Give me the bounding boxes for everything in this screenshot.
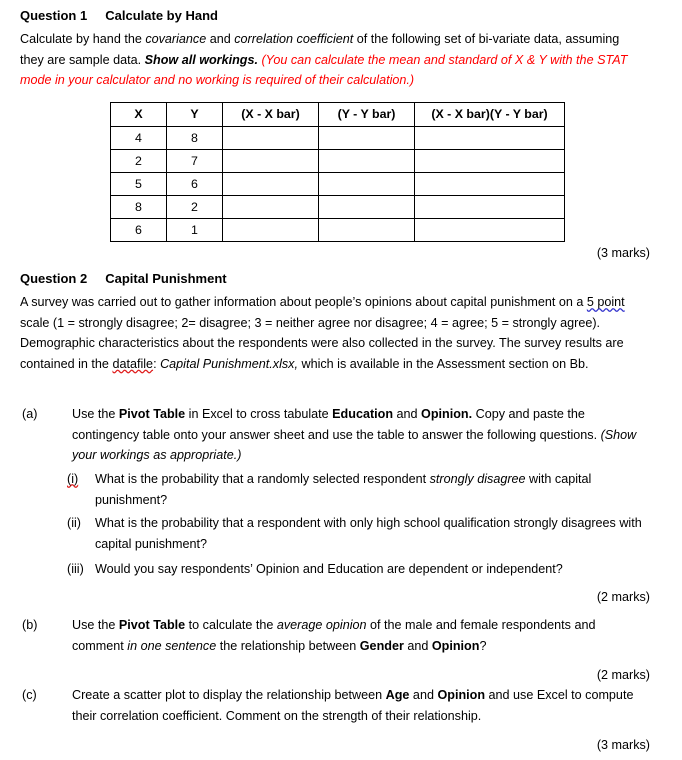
question-1-intro-paragraph <box>20 29 646 91</box>
question-1-heading <box>20 6 218 27</box>
question-1-number: Question 1 <box>20 8 88 23</box>
subitem-ii-label: (ii) <box>67 516 81 530</box>
part-b-label: (b) <box>22 618 38 632</box>
table-header-x-deviation: (X - X bar) <box>223 103 319 127</box>
q2-intro-text-3: : <box>153 356 161 371</box>
question-2-intro-paragraph <box>20 292 650 374</box>
subitem-i-label-text: (i) <box>67 472 79 486</box>
table-header-y-deviation: (Y - Y bar) <box>319 103 415 127</box>
cell-x-deviation[interactable] <box>223 150 319 173</box>
part-b-italic-average-opinion: average opinion <box>276 618 367 632</box>
part-b-text-1: Use the <box>72 618 119 632</box>
part-b-text-5: and <box>403 638 432 653</box>
cell-product[interactable] <box>415 219 565 242</box>
cell-x: 5 <box>111 173 167 196</box>
part-a-text-4: Copy and paste the contingency table onto your answer sheet and use the table to answer the following questions. <box>72 407 601 442</box>
subitem-iii-text: Would you say respondents’ Opinion and Education are dependent or independent? <box>95 562 563 576</box>
table-header-x: X <box>111 103 167 127</box>
cell-x: 8 <box>111 196 167 219</box>
part-b-text <box>72 615 650 656</box>
cell-x-deviation[interactable] <box>223 196 319 219</box>
cell-y-deviation[interactable] <box>319 219 415 242</box>
q1-intro-red-note: (You can calculate the mean and standard of X & Y with the STAT mode in your calculator and no working is required of their calculation.) <box>20 52 628 88</box>
part-c-text-1: Create a scatter plot to display the relationship between <box>72 688 386 702</box>
part-a-italic-tail: (Show your workings as appropriate.) <box>72 427 637 463</box>
cell-x: 2 <box>111 150 167 173</box>
q1-intro-text-3: of the following set of bi-variate data, assuming they are sample data. <box>20 32 620 67</box>
cell-x: 6 <box>111 219 167 242</box>
q2-intro-text-2: scale (1 = strongly disagree; 2= disagree; 3 = neither agree nor disagree; 4 = agree; 5 = strongly agree). Demographic characteristics about the respondents were also collected in the survey. The survey results are contained in the <box>20 315 624 371</box>
table-row <box>111 173 565 196</box>
subitem-i-italic: strongly disagree <box>429 472 526 486</box>
cell-product[interactable] <box>415 127 565 150</box>
cell-y-deviation[interactable] <box>319 196 415 219</box>
cell-y-deviation[interactable] <box>319 150 415 173</box>
question-2-title: Capital Punishment <box>105 271 227 286</box>
cell-x-deviation[interactable] <box>223 127 319 150</box>
q1-intro-italic-covariance: covariance <box>145 32 207 46</box>
question-2-part-a <box>22 404 650 466</box>
q1-intro-show-all-workings: Show all workings. <box>144 52 258 67</box>
part-a-bold-pivot-table: Pivot Table <box>118 407 186 421</box>
part-a-bold-education: Education <box>332 407 394 421</box>
cell-x-deviation[interactable] <box>223 173 319 196</box>
grammar-flagged-text: 5 point <box>586 295 625 309</box>
part-c-text-3: and use Excel to compute their correlation coefficient. Comment on the strength of their relationship. <box>72 688 634 723</box>
part-a-label: (a) <box>22 407 38 421</box>
marks-question-2-part-a: (2 marks) <box>596 590 650 604</box>
part-a-text-2: in Excel to cross tabulate <box>185 407 333 421</box>
table-header-product: (X - X bar)(Y - Y bar) <box>415 103 565 127</box>
part-b-italic-one-sentence: in one sentence <box>127 638 217 653</box>
cell-x-deviation[interactable] <box>223 219 319 242</box>
part-b-bold-opinion: Opinion <box>431 638 480 653</box>
cell-x: 4 <box>111 127 167 150</box>
q1-intro-text-1: Calculate by hand the <box>20 32 146 46</box>
subitem-i-text-2: with capital punishment? <box>95 472 592 507</box>
cell-product[interactable] <box>415 173 565 196</box>
table-row <box>111 150 565 173</box>
part-c-text <box>72 685 650 726</box>
q2-intro-datafile-name: Capital Punishment.xlsx, <box>160 356 298 371</box>
subitem-i-text-1: What is the probability that a randomly selected respondent <box>95 472 430 486</box>
cell-y: 2 <box>167 196 223 219</box>
marks-question-2-part-c: (3 marks) <box>596 738 650 752</box>
bivariate-data-table <box>110 102 565 242</box>
cell-product[interactable] <box>415 196 565 219</box>
part-b-text-2: to calculate the <box>185 618 277 632</box>
question-2-part-a-subitem-ii <box>67 513 653 554</box>
table-row <box>111 127 565 150</box>
part-b-text-3: of the male and female respondents and comment <box>72 618 596 653</box>
cell-y: 6 <box>167 173 223 196</box>
subitem-i-label <box>67 469 93 490</box>
subitem-iii-label: (iii) <box>67 562 84 576</box>
cell-product[interactable] <box>415 150 565 173</box>
table-header-y: Y <box>167 103 223 127</box>
part-b-text-4: the relationship between <box>216 638 360 653</box>
part-b-bold-pivot-table: Pivot Table <box>118 618 186 632</box>
part-c-label: (c) <box>22 688 37 702</box>
q1-intro-italic-correlation: correlation coefficient <box>234 32 354 46</box>
table-header-row <box>111 103 565 127</box>
question-2-part-a-subitem-iii <box>67 559 653 580</box>
cell-y-deviation[interactable] <box>319 173 415 196</box>
question-1-title: Calculate by Hand <box>105 8 218 23</box>
question-2-heading <box>20 269 227 290</box>
question-2-number: Question 2 <box>20 271 88 286</box>
part-a-text-3: and <box>393 407 422 421</box>
part-c-bold-opinion: Opinion <box>437 688 486 702</box>
q2-intro-text-1: A survey was carried out to gather information about people’s opinions about capital punishment on a <box>20 295 587 309</box>
part-b-bold-gender: Gender <box>359 638 404 653</box>
part-a-text-1: Use the <box>72 407 119 421</box>
subitem-i-text <box>95 469 653 510</box>
question-2-part-b <box>22 615 650 656</box>
cell-y: 7 <box>167 150 223 173</box>
part-c-bold-age: Age <box>385 688 410 702</box>
subitem-ii-text: What is the probability that a respondent with only high school qualification strongly disagrees with capital punishment? <box>95 516 642 551</box>
cell-y: 8 <box>167 127 223 150</box>
question-2-part-c <box>22 685 650 726</box>
cell-y: 1 <box>167 219 223 242</box>
table-row <box>111 219 565 242</box>
part-c-text-2: and <box>409 688 438 702</box>
marks-question-1: (3 marks) <box>596 246 650 260</box>
part-a-text <box>72 404 650 466</box>
cell-y-deviation[interactable] <box>319 127 415 150</box>
spellcheck-flagged-text: datafile <box>112 356 154 371</box>
question-2-part-a-subitem-i <box>67 469 653 510</box>
part-b-text-6: ? <box>479 638 487 653</box>
q1-intro-text-2: and <box>206 32 235 46</box>
part-a-bold-opinion: Opinion. <box>421 407 473 421</box>
table-row <box>111 196 565 219</box>
marks-question-2-part-b: (2 marks) <box>596 668 650 682</box>
q2-intro-text-4: which is available in the Assessment section on Bb. <box>297 356 589 371</box>
